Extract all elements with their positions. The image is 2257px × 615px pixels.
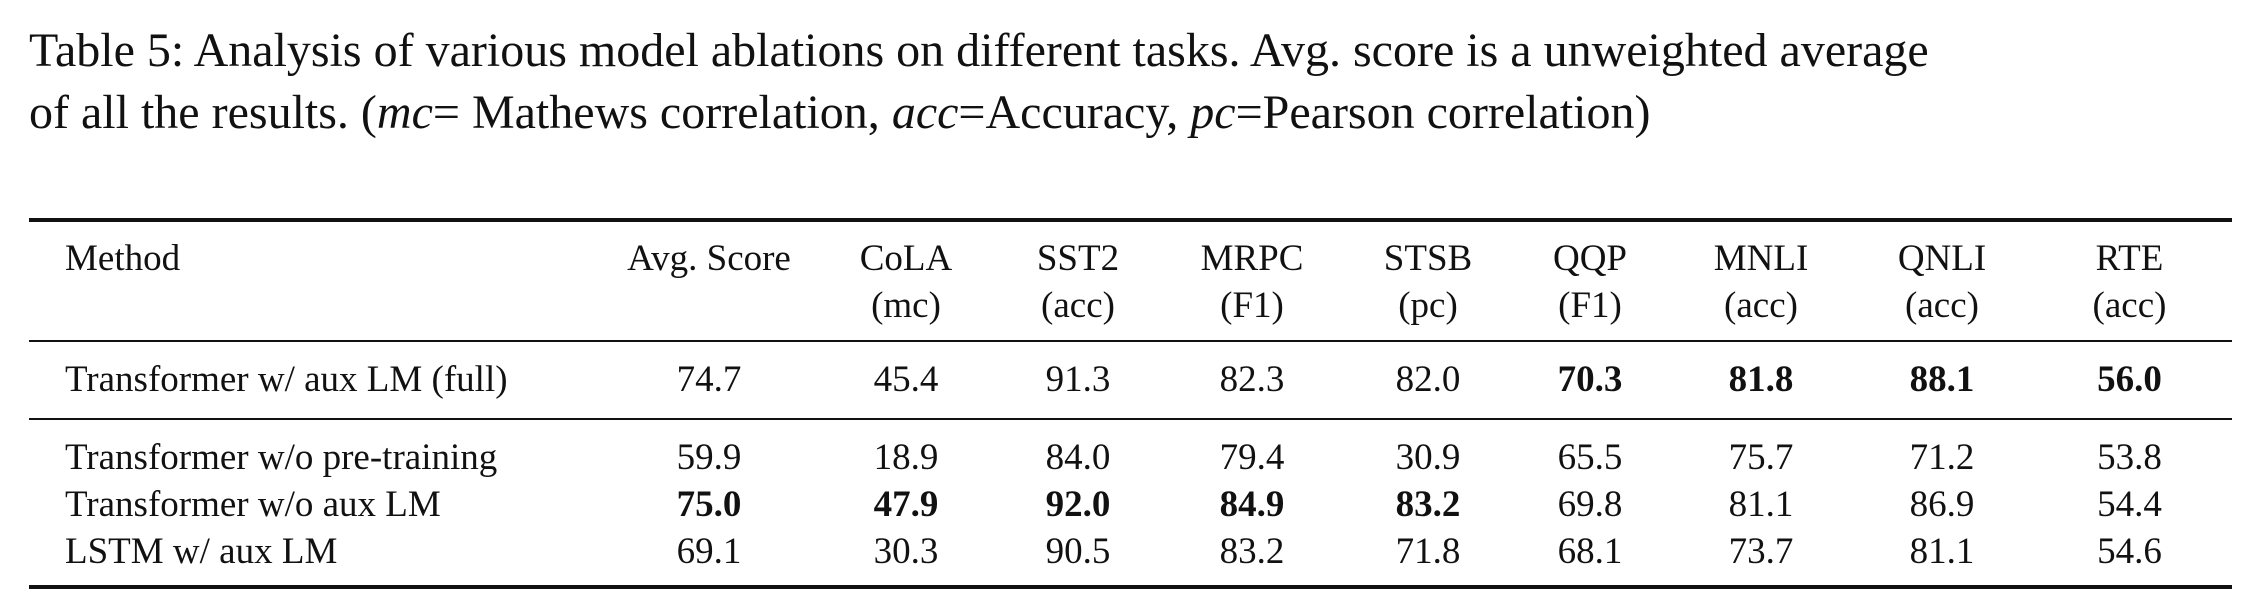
- cell-mnli: 81.8: [1728, 359, 1794, 400]
- cell-sst2: 92.0: [1045, 484, 1111, 525]
- cell-rte: 54.4: [2097, 484, 2162, 525]
- row-method: LSTM w/ aux LM: [65, 531, 338, 572]
- cell-mrpc: 79.4: [1219, 437, 1285, 478]
- header-method: Method: [65, 238, 181, 279]
- cell-cola: 18.9: [873, 437, 939, 478]
- caption-mc-text: = Mathews correlation,: [432, 86, 892, 139]
- table-bottom-rule: [29, 585, 2232, 589]
- row-method: Transformer w/o pre-training: [65, 437, 498, 478]
- header-sst2: SST2: [1036, 238, 1120, 279]
- results-table: [29, 218, 2232, 589]
- header-avg-score: Avg. Score: [627, 238, 791, 279]
- cell-rte: 56.0: [2097, 359, 2162, 400]
- header-mnli: MNLI: [1713, 238, 1809, 279]
- header-rule: [29, 340, 2232, 342]
- header-stsb-metric: (pc): [1398, 285, 1458, 326]
- caption-mc-abbr: mc: [376, 86, 433, 139]
- cell-cola: 45.4: [873, 359, 939, 400]
- cell-qqp: 70.3: [1557, 359, 1623, 400]
- header-row-names: [29, 235, 2232, 282]
- header-qnli-metric: (acc): [1905, 285, 1979, 326]
- row-method: Transformer w/ aux LM (full): [65, 359, 508, 400]
- caption-acc-text: =Accuracy,: [958, 86, 1191, 139]
- cell-stsb: 82.0: [1395, 359, 1461, 400]
- cell-sst2: 91.3: [1045, 359, 1111, 400]
- caption-acc-abbr: acc: [891, 86, 959, 139]
- table-row: [29, 434, 2232, 481]
- cell-qnli: 81.1: [1909, 531, 1975, 572]
- full-model-section: [29, 356, 2232, 404]
- cell-qqp: 69.8: [1557, 484, 1623, 525]
- header-row-metrics: [29, 282, 2232, 329]
- caption-pc-text: =Pearson correlation): [1235, 86, 1651, 139]
- cell-mnli: 81.1: [1728, 484, 1794, 525]
- cell-mnli: 75.7: [1728, 437, 1794, 478]
- row-method: Transformer w/o aux LM: [65, 484, 441, 525]
- header-cola: CoLA: [859, 238, 953, 279]
- cell-stsb: 71.8: [1395, 531, 1461, 572]
- cell-qnli: 88.1: [1909, 359, 1975, 400]
- header-rte-metric: (acc): [2092, 285, 2167, 326]
- cell-cola: 30.3: [873, 531, 939, 572]
- ablation-section: [29, 434, 2232, 575]
- table-top-rule: [29, 218, 2232, 222]
- cell-qqp: 65.5: [1557, 437, 1623, 478]
- cell-stsb: 30.9: [1395, 437, 1461, 478]
- cell-stsb: 83.2: [1395, 484, 1461, 525]
- table-row: [29, 356, 2232, 404]
- cell-qnli: 71.2: [1909, 437, 1975, 478]
- cell-avg: 75.0: [676, 484, 742, 525]
- cell-mrpc: 84.9: [1219, 484, 1285, 525]
- cell-sst2: 90.5: [1045, 531, 1111, 572]
- header-rte: RTE: [2095, 238, 2164, 279]
- table-header: [29, 235, 2232, 329]
- cell-qnli: 86.9: [1909, 484, 1975, 525]
- cell-mrpc: 82.3: [1219, 359, 1285, 400]
- table-row: [29, 481, 2232, 528]
- header-mnli-metric: (acc): [1724, 285, 1798, 326]
- cell-avg: 59.9: [676, 437, 742, 478]
- cell-mrpc: 83.2: [1219, 531, 1285, 572]
- header-qqp: QQP: [1552, 238, 1628, 279]
- caption-pc-abbr: pc: [1190, 86, 1236, 139]
- table-caption: [29, 20, 2239, 144]
- cell-cola: 47.9: [873, 484, 939, 525]
- table-row: [29, 528, 2232, 575]
- header-stsb: STSB: [1383, 238, 1473, 279]
- cell-sst2: 84.0: [1045, 437, 1111, 478]
- caption-line-1: Table 5: Analysis of various model ablations on different tasks. Avg. score is a unweighted average: [29, 24, 1929, 77]
- cell-avg: 74.7: [676, 359, 742, 400]
- cell-mnli: 73.7: [1728, 531, 1794, 572]
- header-cola-metric: (mc): [871, 285, 941, 326]
- header-qnli: QNLI: [1897, 238, 1987, 279]
- cell-qqp: 68.1: [1557, 531, 1623, 572]
- header-qqp-metric: (F1): [1558, 285, 1622, 326]
- cell-avg: 69.1: [676, 531, 742, 572]
- section-rule: [29, 418, 2232, 420]
- cell-rte: 54.6: [2097, 531, 2162, 572]
- header-mrpc-metric: (F1): [1220, 285, 1284, 326]
- caption-line-2-prefix: of all the results. (: [29, 86, 377, 139]
- header-mrpc: MRPC: [1200, 238, 1304, 279]
- header-sst2-metric: (acc): [1041, 285, 1115, 326]
- cell-rte: 53.8: [2097, 437, 2162, 478]
